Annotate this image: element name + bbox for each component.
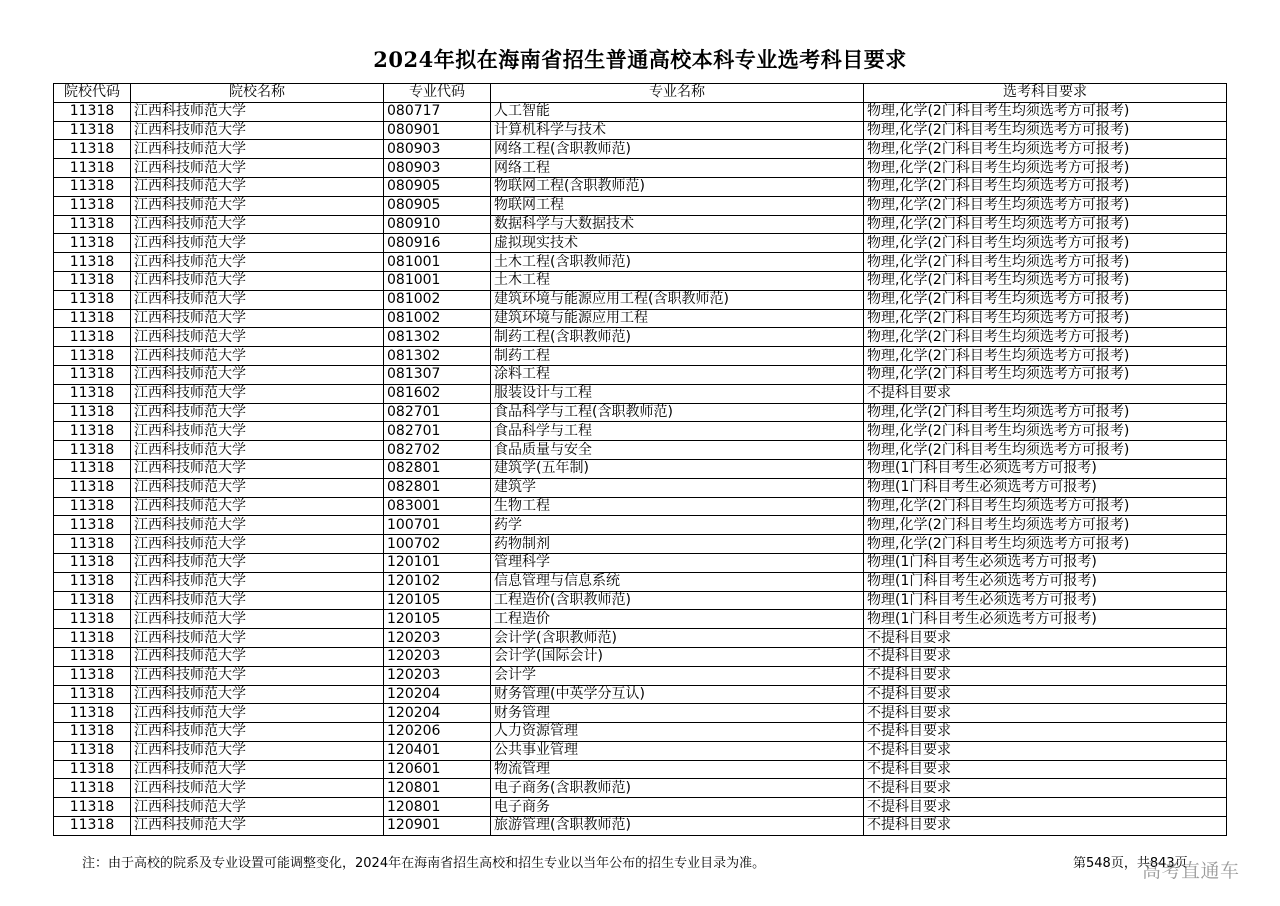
school-name-cell: 江西科技师范大学: [131, 102, 384, 121]
major-name-cell: 人工智能: [491, 102, 864, 121]
major-name-cell: 建筑学(五年制): [491, 459, 864, 478]
table-header-row: [54, 84, 1227, 103]
major-code-cell: 082701: [384, 403, 491, 422]
school-code-cell: 11318: [54, 253, 131, 272]
major-name-cell: 食品科学与工程(含职教师范): [491, 403, 864, 422]
major-code-cell: 120105: [384, 610, 491, 629]
school-name-cell: 江西科技师范大学: [131, 196, 384, 215]
school-name-cell: 江西科技师范大学: [131, 516, 384, 535]
school-name-cell: 江西科技师范大学: [131, 459, 384, 478]
school-code-cell: 11318: [54, 629, 131, 648]
school-name-cell: 江西科技师范大学: [131, 779, 384, 798]
school-code-cell: 11318: [54, 478, 131, 497]
major-name-cell: 数据科学与大数据技术: [491, 215, 864, 234]
header-major-code: 专业代码: [384, 84, 491, 103]
school-name-cell: 江西科技师范大学: [131, 365, 384, 384]
subject-requirement-cell: 物理,化学(2门科目考生均须选考方可报考): [864, 309, 1227, 328]
school-code-cell: 11318: [54, 685, 131, 704]
subject-requirement-cell: 物理,化学(2门科目考生均须选考方可报考): [864, 328, 1227, 347]
table-row: [54, 647, 1227, 666]
school-name-cell: 江西科技师范大学: [131, 741, 384, 760]
table-row: [54, 347, 1227, 366]
major-name-cell: 工程造价: [491, 610, 864, 629]
major-code-cell: 080916: [384, 234, 491, 253]
school-name-cell: 江西科技师范大学: [131, 478, 384, 497]
major-name-cell: 物联网工程(含职教师范): [491, 177, 864, 196]
major-name-cell: 建筑学: [491, 478, 864, 497]
subject-requirement-cell: 不提科目要求: [864, 685, 1227, 704]
school-name-cell: 江西科技师范大学: [131, 159, 384, 178]
major-code-cell: 083001: [384, 497, 491, 516]
subject-requirement-cell: 物理,化学(2门科目考生均须选考方可报考): [864, 159, 1227, 178]
subject-requirement-cell: 不提科目要求: [864, 798, 1227, 817]
school-code-cell: 11318: [54, 610, 131, 629]
school-code-cell: 11318: [54, 723, 131, 742]
school-code-cell: 11318: [54, 441, 131, 460]
school-name-cell: 江西科技师范大学: [131, 647, 384, 666]
major-code-cell: 081602: [384, 384, 491, 403]
page-number: 第548页，共843页: [1073, 856, 1188, 871]
school-name-cell: 江西科技师范大学: [131, 253, 384, 272]
major-code-cell: 120204: [384, 685, 491, 704]
school-name-cell: 江西科技师范大学: [131, 685, 384, 704]
major-name-cell: 网络工程: [491, 159, 864, 178]
major-name-cell: 药学: [491, 516, 864, 535]
subject-requirement-cell: 不提科目要求: [864, 760, 1227, 779]
school-name-cell: 江西科技师范大学: [131, 629, 384, 648]
subject-requirement-cell: 不提科目要求: [864, 779, 1227, 798]
major-name-cell: 制药工程(含职教师范): [491, 328, 864, 347]
major-name-cell: 电子商务: [491, 798, 864, 817]
school-code-cell: 11318: [54, 817, 131, 836]
school-code-cell: 11318: [54, 309, 131, 328]
header-school-name: 院校名称: [131, 84, 384, 103]
major-code-cell: 081307: [384, 365, 491, 384]
subject-requirement-cell: 物理(1门科目考生必须选考方可报考): [864, 459, 1227, 478]
major-code-cell: 082801: [384, 478, 491, 497]
major-name-cell: 网络工程(含职教师范): [491, 140, 864, 159]
major-name-cell: 工程造价(含职教师范): [491, 591, 864, 610]
subject-requirement-cell: 物理,化学(2门科目考生均须选考方可报考): [864, 102, 1227, 121]
major-code-cell: 120601: [384, 760, 491, 779]
major-name-cell: 电子商务(含职教师范): [491, 779, 864, 798]
subject-requirement-cell: 物理,化学(2门科目考生均须选考方可报考): [864, 347, 1227, 366]
school-name-cell: 江西科技师范大学: [131, 817, 384, 836]
subject-requirement-cell: 物理(1门科目考生必须选考方可报考): [864, 610, 1227, 629]
footer-note: 注：由于高校的院系及专业设置可能调整变化，2024年在海南省招生高校和招生专业以当年公布的招生专业目录为准。: [82, 856, 766, 871]
major-code-cell: 120203: [384, 647, 491, 666]
major-name-cell: 计算机科学与技术: [491, 121, 864, 140]
major-name-cell: 建筑环境与能源应用工程(含职教师范): [491, 290, 864, 309]
subject-requirement-cell: 物理,化学(2门科目考生均须选考方可报考): [864, 441, 1227, 460]
major-name-cell: 制药工程: [491, 347, 864, 366]
table-row: [54, 328, 1227, 347]
subject-requirement-cell: 物理(1门科目考生必须选考方可报考): [864, 478, 1227, 497]
subject-requirement-cell: 物理,化学(2门科目考生均须选考方可报考): [864, 403, 1227, 422]
major-name-cell: 生物工程: [491, 497, 864, 516]
school-code-cell: 11318: [54, 647, 131, 666]
subject-requirement-cell: 物理,化学(2门科目考生均须选考方可报考): [864, 271, 1227, 290]
subject-requirement-cell: 物理,化学(2门科目考生均须选考方可报考): [864, 365, 1227, 384]
subject-requirement-cell: 物理,化学(2门科目考生均须选考方可报考): [864, 290, 1227, 309]
school-code-cell: 11318: [54, 741, 131, 760]
major-code-cell: 081001: [384, 253, 491, 272]
school-code-cell: 11318: [54, 403, 131, 422]
school-name-cell: 江西科技师范大学: [131, 704, 384, 723]
table-row: [54, 422, 1227, 441]
school-code-cell: 11318: [54, 328, 131, 347]
major-code-cell: 120204: [384, 704, 491, 723]
major-code-cell: 120206: [384, 723, 491, 742]
major-name-cell: 服装设计与工程: [491, 384, 864, 403]
page-title: 2024年拟在海南省招生普通高校本科专业选考科目要求: [373, 47, 907, 72]
school-code-cell: 11318: [54, 365, 131, 384]
school-name-cell: 江西科技师范大学: [131, 798, 384, 817]
school-name-cell: 江西科技师范大学: [131, 347, 384, 366]
table-row: [54, 309, 1227, 328]
header-subject-requirement: 选考科目要求: [864, 84, 1227, 103]
subject-requirement-cell: 物理,化学(2门科目考生均须选考方可报考): [864, 177, 1227, 196]
table-row: [54, 535, 1227, 554]
major-code-cell: 120102: [384, 572, 491, 591]
major-name-cell: 会计学(国际会计): [491, 647, 864, 666]
school-code-cell: 11318: [54, 704, 131, 723]
header-major-name: 专业名称: [491, 84, 864, 103]
table-row: [54, 177, 1227, 196]
table-row: [54, 215, 1227, 234]
major-code-cell: 082701: [384, 422, 491, 441]
school-code-cell: 11318: [54, 290, 131, 309]
school-name-cell: 江西科技师范大学: [131, 234, 384, 253]
subject-requirement-cell: 不提科目要求: [864, 629, 1227, 648]
major-name-cell: 虚拟现实技术: [491, 234, 864, 253]
table-row: [54, 723, 1227, 742]
table-row: [54, 704, 1227, 723]
major-code-cell: 080717: [384, 102, 491, 121]
major-name-cell: 涂料工程: [491, 365, 864, 384]
school-name-cell: 江西科技师范大学: [131, 328, 384, 347]
subject-requirement-cell: 物理,化学(2门科目考生均须选考方可报考): [864, 234, 1227, 253]
school-name-cell: 江西科技师范大学: [131, 441, 384, 460]
subject-requirement-cell: 不提科目要求: [864, 704, 1227, 723]
subject-requirement-cell: 物理(1门科目考生必须选考方可报考): [864, 553, 1227, 572]
subject-requirement-cell: 物理,化学(2门科目考生均须选考方可报考): [864, 196, 1227, 215]
school-code-cell: 11318: [54, 422, 131, 441]
school-code-cell: 11318: [54, 347, 131, 366]
table-row: [54, 102, 1227, 121]
subject-requirement-cell: 物理,化学(2门科目考生均须选考方可报考): [864, 215, 1227, 234]
school-code-cell: 11318: [54, 177, 131, 196]
subject-requirement-cell: 物理,化学(2门科目考生均须选考方可报考): [864, 253, 1227, 272]
major-name-cell: 物流管理: [491, 760, 864, 779]
subject-requirement-cell: 物理,化学(2门科目考生均须选考方可报考): [864, 140, 1227, 159]
school-code-cell: 11318: [54, 271, 131, 290]
school-code-cell: 11318: [54, 666, 131, 685]
major-code-cell: 120901: [384, 817, 491, 836]
school-name-cell: 江西科技师范大学: [131, 215, 384, 234]
table-row: [54, 121, 1227, 140]
table-row: [54, 365, 1227, 384]
school-code-cell: 11318: [54, 102, 131, 121]
school-name-cell: 江西科技师范大学: [131, 572, 384, 591]
major-code-cell: 120801: [384, 798, 491, 817]
school-name-cell: 江西科技师范大学: [131, 591, 384, 610]
major-code-cell: 081002: [384, 290, 491, 309]
major-code-cell: 080905: [384, 196, 491, 215]
table-row: [54, 741, 1227, 760]
major-name-cell: 物联网工程: [491, 196, 864, 215]
major-name-cell: 管理科学: [491, 553, 864, 572]
major-code-cell: 081302: [384, 347, 491, 366]
major-code-cell: 120203: [384, 666, 491, 685]
table-row: [54, 384, 1227, 403]
subject-requirement-cell: 不提科目要求: [864, 384, 1227, 403]
major-code-cell: 082801: [384, 459, 491, 478]
major-name-cell: 旅游管理(含职教师范): [491, 817, 864, 836]
table-row: [54, 253, 1227, 272]
school-name-cell: 江西科技师范大学: [131, 403, 384, 422]
major-code-cell: 120203: [384, 629, 491, 648]
school-name-cell: 江西科技师范大学: [131, 422, 384, 441]
table-row: [54, 553, 1227, 572]
major-name-cell: 药物制剂: [491, 535, 864, 554]
major-code-cell: 100702: [384, 535, 491, 554]
major-code-cell: 080903: [384, 140, 491, 159]
school-code-cell: 11318: [54, 384, 131, 403]
major-code-cell: 081002: [384, 309, 491, 328]
subject-requirement-cell: 物理,化学(2门科目考生均须选考方可报考): [864, 497, 1227, 516]
major-code-cell: 080910: [384, 215, 491, 234]
major-code-cell: 120105: [384, 591, 491, 610]
major-name-cell: 会计学: [491, 666, 864, 685]
school-name-cell: 江西科技师范大学: [131, 309, 384, 328]
subject-requirement-cell: 不提科目要求: [864, 647, 1227, 666]
table-row: [54, 497, 1227, 516]
major-code-cell: 081001: [384, 271, 491, 290]
major-name-cell: 财务管理(中英学分互认): [491, 685, 864, 704]
major-code-cell: 081302: [384, 328, 491, 347]
table-row: [54, 516, 1227, 535]
subject-requirement-cell: 不提科目要求: [864, 741, 1227, 760]
table-row: [54, 572, 1227, 591]
table-row: [54, 629, 1227, 648]
subject-requirement-cell: 物理,化学(2门科目考生均须选考方可报考): [864, 516, 1227, 535]
table-row: [54, 196, 1227, 215]
major-code-cell: 080903: [384, 159, 491, 178]
major-code-cell: 120401: [384, 741, 491, 760]
requirements-table: [53, 83, 1227, 836]
school-code-cell: 11318: [54, 159, 131, 178]
table-row: [54, 271, 1227, 290]
subject-requirement-cell: 物理,化学(2门科目考生均须选考方可报考): [864, 422, 1227, 441]
school-code-cell: 11318: [54, 516, 131, 535]
major-name-cell: 信息管理与信息系统: [491, 572, 864, 591]
major-code-cell: 080901: [384, 121, 491, 140]
school-name-cell: 江西科技师范大学: [131, 666, 384, 685]
school-name-cell: 江西科技师范大学: [131, 760, 384, 779]
major-name-cell: 会计学(含职教师范): [491, 629, 864, 648]
table-row: [54, 159, 1227, 178]
school-name-cell: 江西科技师范大学: [131, 290, 384, 309]
major-name-cell: 公共事业管理: [491, 741, 864, 760]
table-row: [54, 403, 1227, 422]
school-code-cell: 11318: [54, 196, 131, 215]
subject-requirement-cell: 物理,化学(2门科目考生均须选考方可报考): [864, 535, 1227, 554]
school-name-cell: 江西科技师范大学: [131, 140, 384, 159]
school-code-cell: 11318: [54, 140, 131, 159]
school-code-cell: 11318: [54, 234, 131, 253]
school-code-cell: 11318: [54, 760, 131, 779]
school-name-cell: 江西科技师范大学: [131, 723, 384, 742]
table-row: [54, 610, 1227, 629]
school-code-cell: 11318: [54, 798, 131, 817]
major-name-cell: 食品科学与工程: [491, 422, 864, 441]
subject-requirement-cell: 不提科目要求: [864, 723, 1227, 742]
major-name-cell: 土木工程(含职教师范): [491, 253, 864, 272]
major-name-cell: 建筑环境与能源应用工程: [491, 309, 864, 328]
table-row: [54, 779, 1227, 798]
major-code-cell: 100701: [384, 516, 491, 535]
table-row: [54, 459, 1227, 478]
header-school-code: 院校代码: [54, 84, 131, 103]
subject-requirement-cell: 物理,化学(2门科目考生均须选考方可报考): [864, 121, 1227, 140]
school-code-cell: 11318: [54, 535, 131, 554]
major-code-cell: 080905: [384, 177, 491, 196]
table-row: [54, 591, 1227, 610]
school-name-cell: 江西科技师范大学: [131, 121, 384, 140]
school-code-cell: 11318: [54, 121, 131, 140]
table-row: [54, 234, 1227, 253]
subject-requirement-cell: 不提科目要求: [864, 666, 1227, 685]
school-code-cell: 11318: [54, 215, 131, 234]
school-name-cell: 江西科技师范大学: [131, 497, 384, 516]
watermark-text: 高考直通车: [1142, 860, 1240, 882]
school-code-cell: 11318: [54, 591, 131, 610]
table-row: [54, 666, 1227, 685]
table-row: [54, 817, 1227, 836]
table-row: [54, 441, 1227, 460]
subject-requirement-cell: 物理(1门科目考生必须选考方可报考): [864, 591, 1227, 610]
table-row: [54, 478, 1227, 497]
table-row: [54, 140, 1227, 159]
subject-requirement-cell: 物理(1门科目考生必须选考方可报考): [864, 572, 1227, 591]
table-body: [54, 102, 1227, 835]
school-code-cell: 11318: [54, 572, 131, 591]
major-name-cell: 人力资源管理: [491, 723, 864, 742]
subject-requirement-cell: 不提科目要求: [864, 817, 1227, 836]
school-name-cell: 江西科技师范大学: [131, 610, 384, 629]
major-name-cell: 食品质量与安全: [491, 441, 864, 460]
table-row: [54, 685, 1227, 704]
table-row: [54, 798, 1227, 817]
school-name-cell: 江西科技师范大学: [131, 535, 384, 554]
school-code-cell: 11318: [54, 553, 131, 572]
major-name-cell: 财务管理: [491, 704, 864, 723]
table-row: [54, 760, 1227, 779]
school-name-cell: 江西科技师范大学: [131, 177, 384, 196]
major-code-cell: 120101: [384, 553, 491, 572]
school-code-cell: 11318: [54, 779, 131, 798]
major-name-cell: 土木工程: [491, 271, 864, 290]
table-row: [54, 290, 1227, 309]
school-code-cell: 11318: [54, 459, 131, 478]
major-code-cell: 120801: [384, 779, 491, 798]
school-name-cell: 江西科技师范大学: [131, 271, 384, 290]
major-code-cell: 082702: [384, 441, 491, 460]
school-name-cell: 江西科技师范大学: [131, 553, 384, 572]
school-name-cell: 江西科技师范大学: [131, 384, 384, 403]
school-code-cell: 11318: [54, 497, 131, 516]
